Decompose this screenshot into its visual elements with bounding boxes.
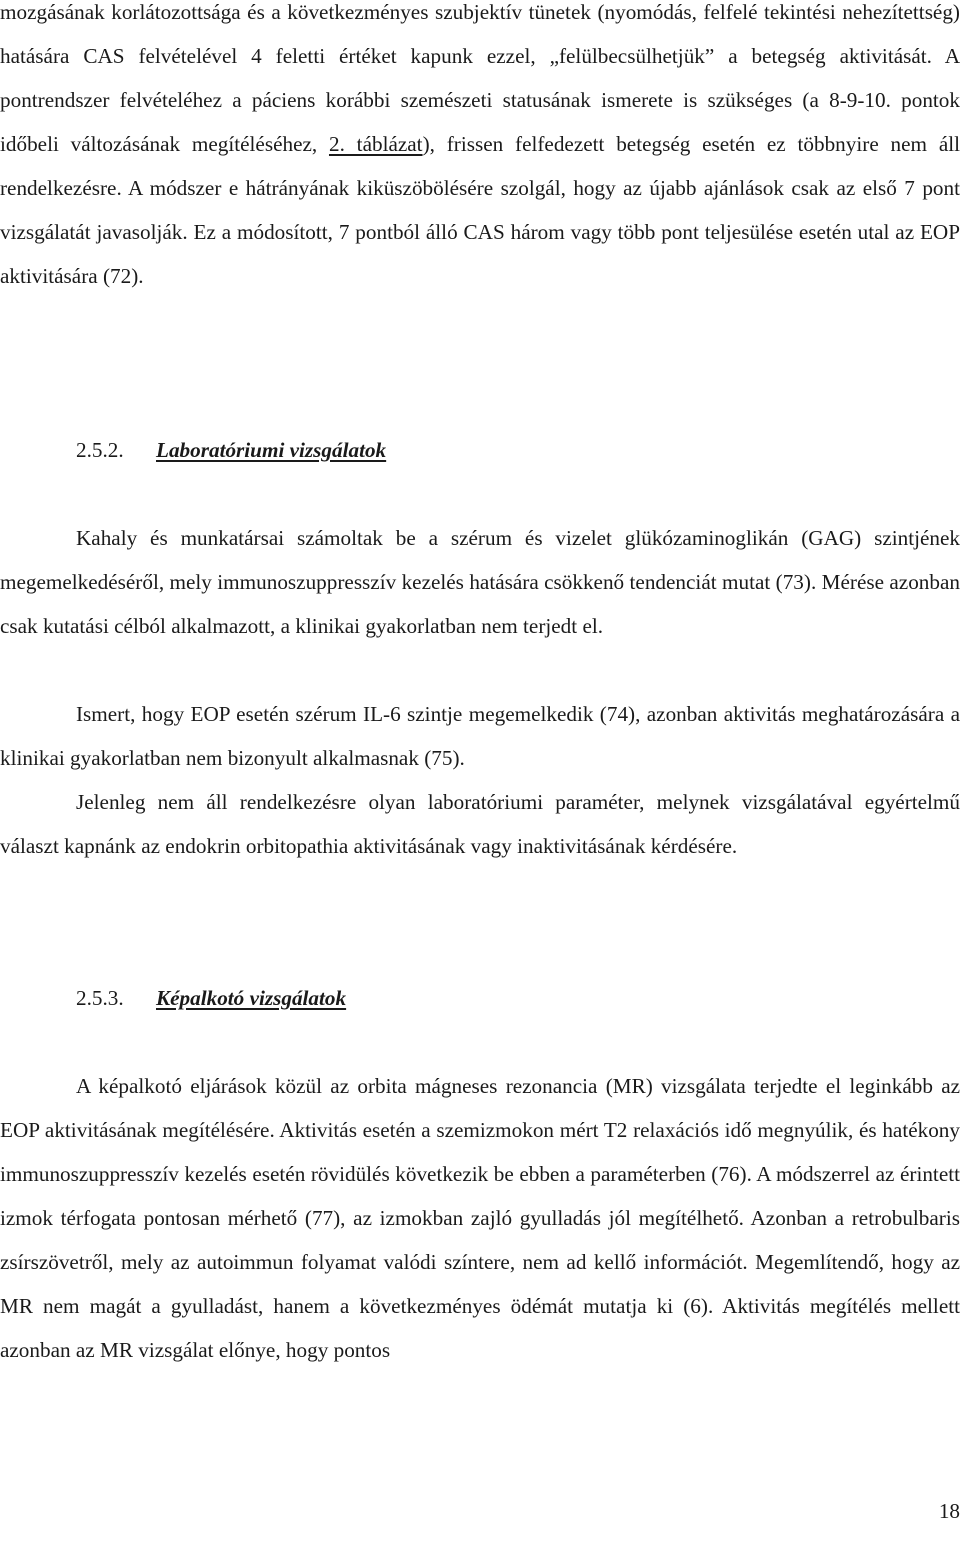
paragraph-gag: [0, 516, 960, 648]
section-number: 2.5.2.: [76, 438, 124, 462]
section-title: Laboratóriumi vizsgálatok: [156, 438, 387, 462]
paragraph-no-lab-marker: [0, 780, 960, 868]
paragraph-text: Jelenleg nem áll rendelkezésre olyan laboratóriumi paraméter, melynek vizsgálatával egyértelmű választ kapnánk az endokrin orbitopathia aktivitásának vagy inaktivitásának kérdésére.: [0, 790, 960, 858]
paragraph-il6: [0, 692, 960, 780]
paragraph-text-end: ), frissen felfedezett betegség esetén ez többnyire nem áll rendelkezésre. A módszer e hátrányának kiküszöbölésére szolgál, hogy az újabb ajánlások csak az első 7 pont vizsgálatát javasolják. Ez a módosított, 7 pontból álló CAS három vagy több pont teljesülése esetén utal az EOP aktivitására (72).: [0, 132, 960, 288]
section-number: 2.5.3.: [76, 986, 124, 1010]
paragraph-text: Ismert, hogy EOP esetén szérum IL-6 szintje megemelkedik (74), azonban aktivitás meghatározására a klinikai gyakorlatban nem bizonyult alkalmasnak (75).: [0, 702, 960, 770]
paragraph-mr: [0, 1064, 960, 1372]
paragraph-cas-continuation: [0, 0, 960, 298]
table-2-link[interactable]: 2. táblázat: [328, 132, 423, 156]
paragraph-text: Kahaly és munkatársai számoltak be a szérum és vizelet glükózaminoglikán (GAG) szintjének megemelkedéséről, mely immunoszuppresszív kezelés hatására csökkenő tendenciát mutat (73). Mérése azonban csak kutatási célból alkalmazott, a klinikai gyakorlatban nem terjedt el.: [0, 526, 960, 638]
page-number: 18: [938, 1499, 960, 1523]
section-title: Képalkotó vizsgálatok: [156, 986, 347, 1010]
paragraph-text-start: mozgásának korlátozottsága és a következményes szubjektív tünetek (nyomódás, felfelé tekintési nehezítettség) hatására CAS felvételével 4 feletti értéket kapunk ezzel, „felülbecsülhetjük” a betegség aktivitását. A pontrendszer felvételéhez a páciens korábbi szemészeti statusának ismerete is szükséges (a 8-9-10. pontok időbeli változásának megítéléséhez,: [0, 0, 960, 156]
section-heading-lab: [76, 428, 386, 472]
paragraph-text: A képalkotó eljárások közül az orbita mágneses rezonancia (MR) vizsgálata terjedte el leginkább az EOP aktivitásának megítélésére. Aktivitás esetén a szemizmokon mért T2 relaxációs idő megnyúlik, és hatékony immunoszuppresszív kezelés esetén rövidülés következik be ebben a paraméterben (76). A módszerrel az érintett izmok térfogata pontosan mérhető (77), az izmokban zajló gyulladás jól megítélhető. Azonban a retrobulbaris zsírszövetről, mely az autoimmun folyamat valódi színtere, nem ad kellő információt. Megemlítendő, hogy az MR nem magát a gyulladást, hanem a következményes ödémát mutatja ki (6). Aktivitás megítélés mellett azonban az MR vizsgálat előnye, hogy pontos: [0, 1074, 960, 1362]
section-heading-imaging: [76, 976, 346, 1020]
